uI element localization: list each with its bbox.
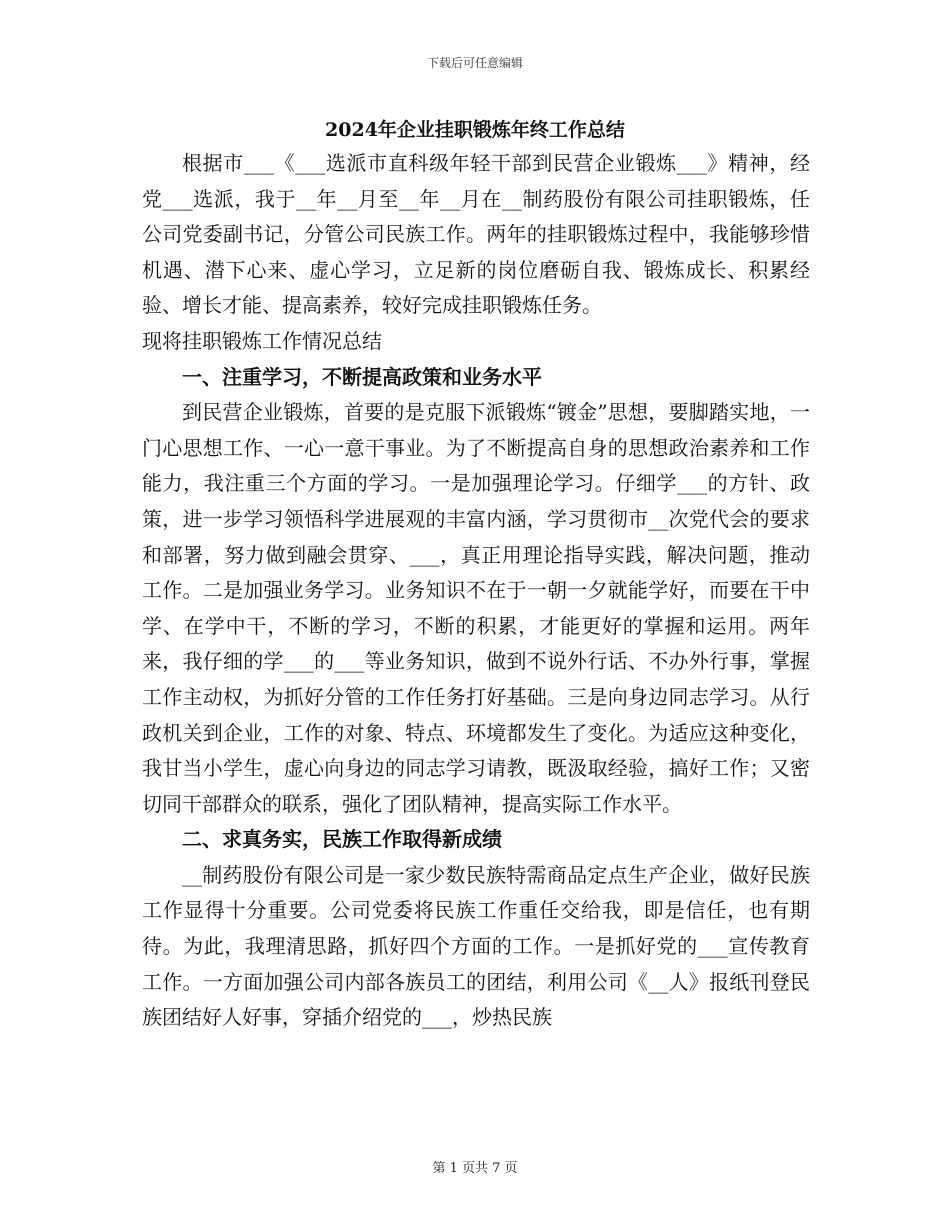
page-title: 2024年企业挂职锻炼年终工作总结	[325, 119, 625, 141]
intro-paragraph: 根据市___《___选派市直科级年轻干部到民营企业锻炼___》精神，经党___选派，我于__年__月至__年__月在__制药股份有限公司挂职锻炼，任公司党委副书记，分管公司民族工作。两年的挂职锻炼过程中，我能够珍惜机遇、潜下心来、虚心学习，立足新的岗位磨砺自我、锻炼成长、积累经验、增长才能、提高素养，较好完成挂职锻炼任务。	[142, 151, 810, 318]
section-body-1: 到民营企业锻炼，首要的是克服下派锻炼“镀金”思想，要脚踏实地，一门心思想工作、一心一意干事业。为了不断提高自身的思想政治素养和工作能力，我注重三个方面的学习。一是加强理论学习。仔细学___的方针、政策，进一步学习领悟科学进展观的丰富内涵，学习贯彻市__次党代会的要求和部署，努力做到融会贯穿、___，真正用理论指导实践，解决问题，推动工作。二是加强业务学习。业务知识不在于一朝一夕就能学好，而要在干中学、在学中干，不断的学习，不断的积累，才能更好的掌握和运用。两年来，我仔细的学___的___等业务知识，做到不说外行话、不办外行事，掌握工作主动权，为抓好分管的工作任务打好基础。三是向身边同志学习。从行政机关到企业，工作的对象、特点、环境都发生了变化。为适应这种变化，我甘当小学生，虚心向身边的同志学习请教，既汲取经验，搞好工作；又密切同干部群众的联系，强化了团队精神，提高实际工作水平。	[142, 400, 810, 816]
section-heading-1: 一、注重学习，不断提高政策和业务水平	[182, 364, 542, 389]
header-note: 下载后可任意编辑	[426, 56, 523, 70]
section-body-2: __制药股份有限公司是一家少数民族特需商品定点生产企业，做好民族工作显得十分重要。公司党委将民族工作重任交给我，即是信任，也有期待。为此，我理清思路，抓好四个方面的工作。一是抓好党的___宣传教育工作。一方面加强公司内部各族员工的团结，利用公司《__人》报纸刊登民族团结好人好事，穿插介绍党的___，炒热民族	[142, 862, 810, 1030]
section-heading-2: 二、求真务实，民族工作取得新成绩	[182, 827, 502, 852]
intro-summary-line: 现将挂职锻炼工作情况总结	[142, 328, 382, 353]
page-number: 第 1 页共 7 页	[432, 1161, 518, 1176]
document-body	[142, 146, 810, 1036]
